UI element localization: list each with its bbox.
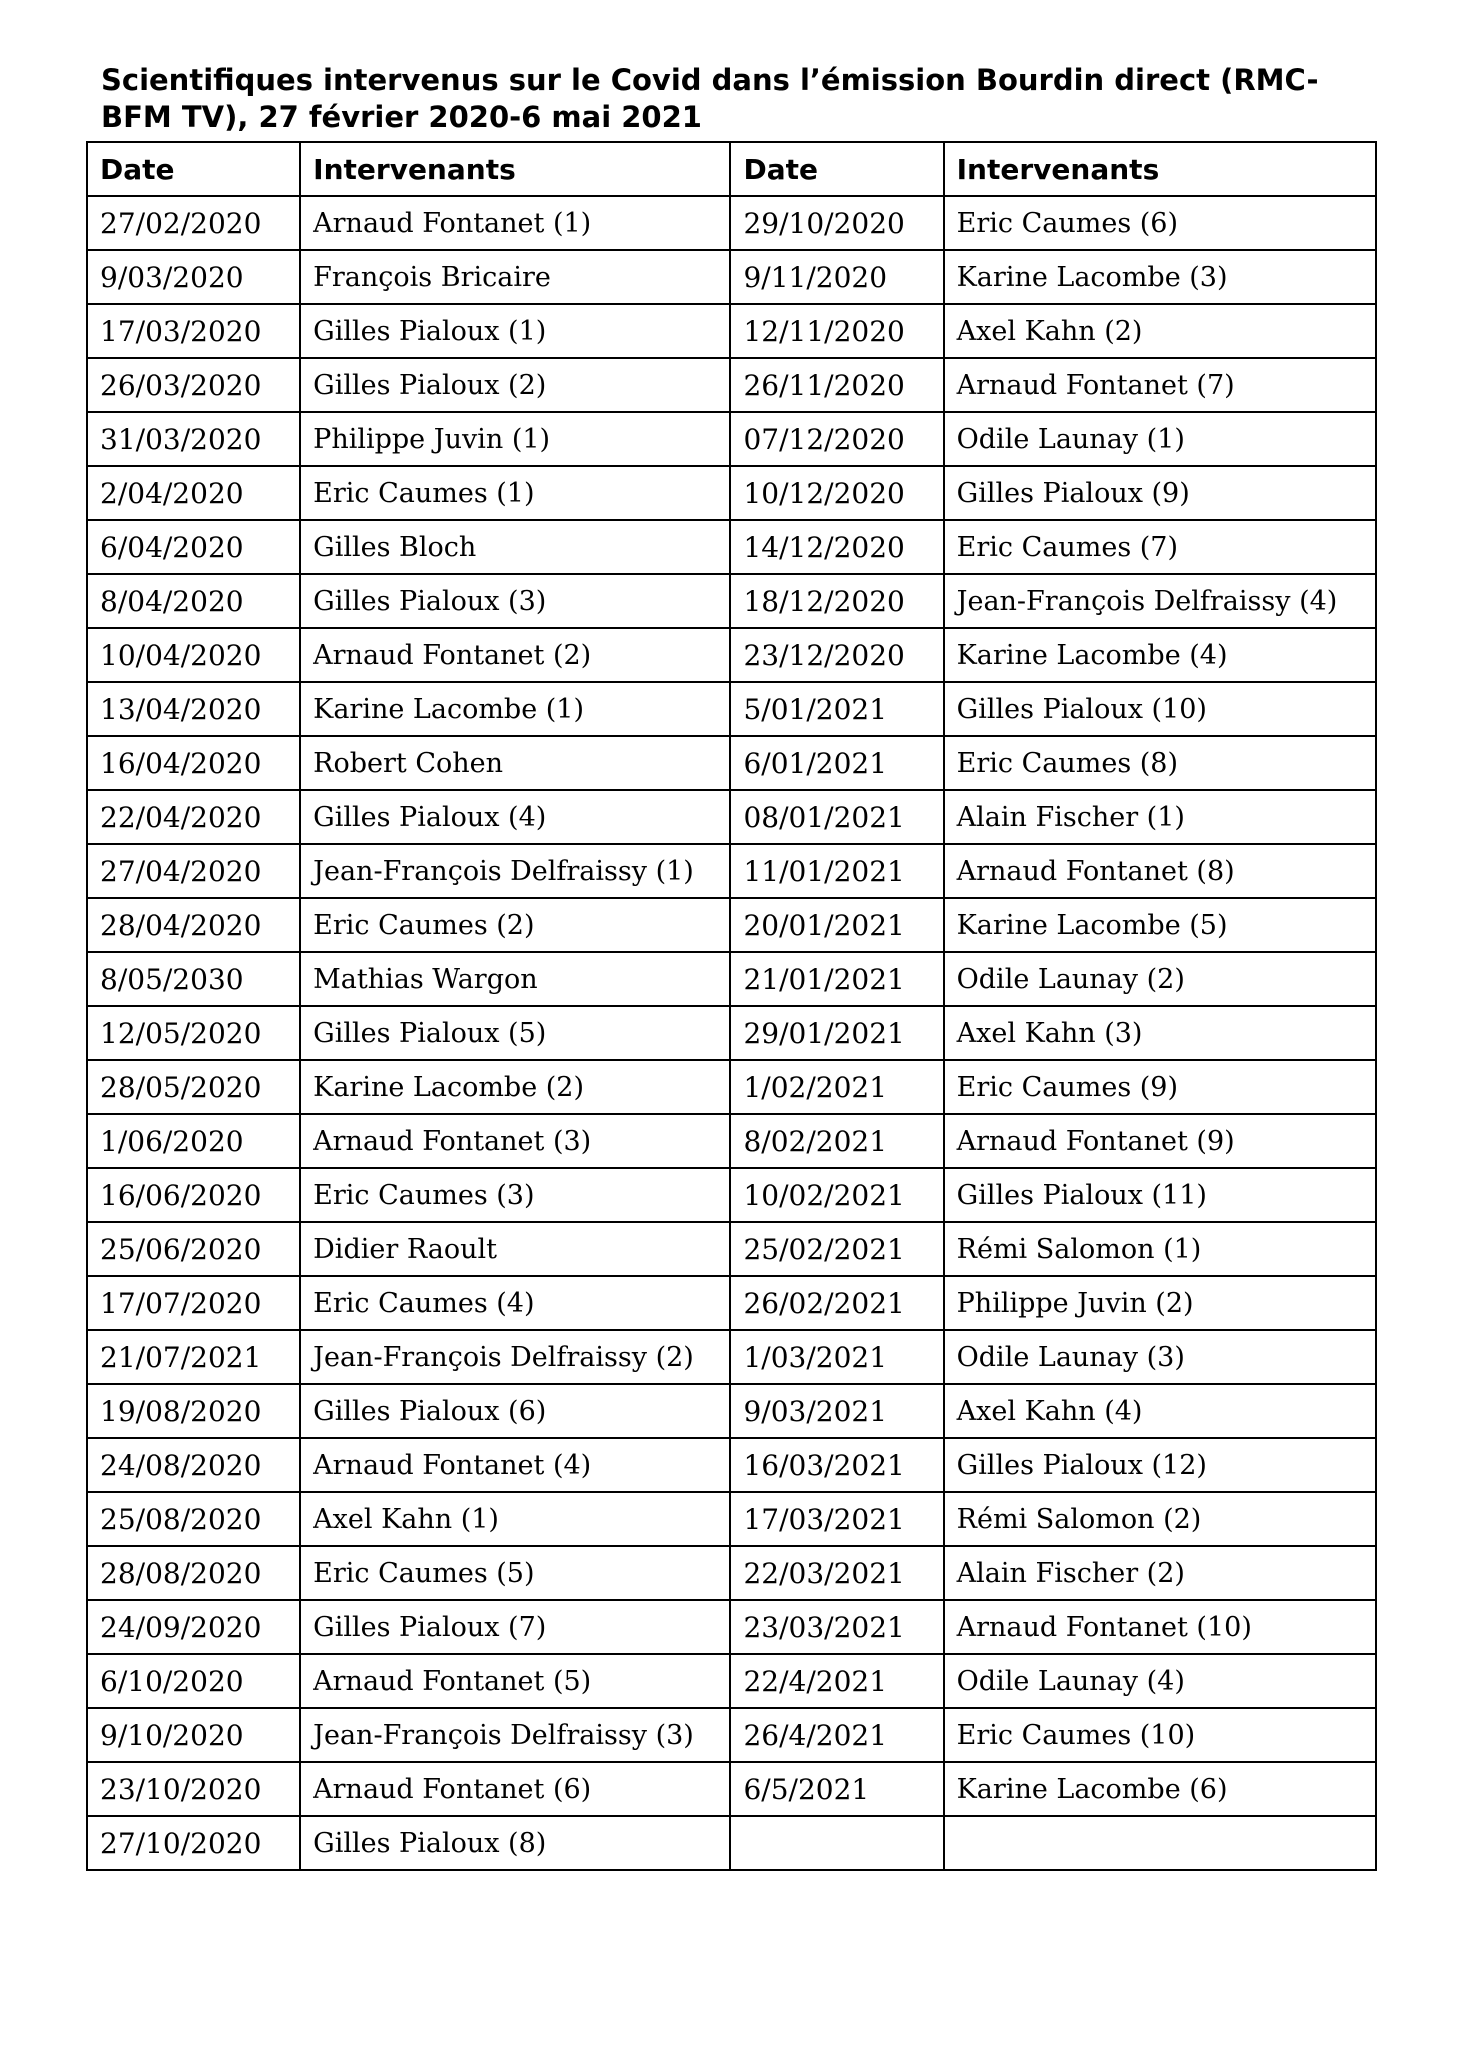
cell-speaker-right: Philippe Juvin (2) <box>944 1276 1376 1330</box>
cell-date-right: 6/01/2021 <box>730 736 943 790</box>
cell-date-left: 16/06/2020 <box>87 1168 300 1222</box>
cell-speaker-left: François Bricaire <box>300 250 730 304</box>
cell-speaker-right: Karine Lacombe (6) <box>944 1762 1376 1816</box>
cell-speaker-right: Arnaud Fontanet (8) <box>944 844 1376 898</box>
cell-date-left: 24/09/2020 <box>87 1600 300 1654</box>
table-row <box>87 1546 1376 1600</box>
cell-speaker-right <box>944 1816 1376 1870</box>
cell-date-right: 23/03/2021 <box>730 1600 943 1654</box>
cell-speaker-left: Karine Lacombe (1) <box>300 682 730 736</box>
table-row <box>87 1654 1376 1708</box>
cell-speaker-left: Jean-François Delfraissy (1) <box>300 844 730 898</box>
cell-date-left: 13/04/2020 <box>87 682 300 736</box>
cell-speaker-right: Eric Caumes (8) <box>944 736 1376 790</box>
cell-date-left: 27/10/2020 <box>87 1816 300 1870</box>
cell-date-left: 23/10/2020 <box>87 1762 300 1816</box>
cell-speaker-right: Axel Kahn (4) <box>944 1384 1376 1438</box>
table-row <box>87 466 1376 520</box>
cell-speaker-right: Karine Lacombe (5) <box>944 898 1376 952</box>
column-header-date-right: Date <box>730 142 943 196</box>
table-row <box>87 412 1376 466</box>
table-row <box>87 682 1376 736</box>
cell-date-left: 10/04/2020 <box>87 628 300 682</box>
cell-speaker-left: Philippe Juvin (1) <box>300 412 730 466</box>
cell-speaker-right: Odile Launay (4) <box>944 1654 1376 1708</box>
cell-date-left: 25/08/2020 <box>87 1492 300 1546</box>
cell-speaker-left: Eric Caumes (3) <box>300 1168 730 1222</box>
cell-speaker-left: Arnaud Fontanet (2) <box>300 628 730 682</box>
cell-date-left: 19/08/2020 <box>87 1384 300 1438</box>
cell-speaker-right: Rémi Salomon (1) <box>944 1222 1376 1276</box>
cell-date-right: 10/12/2020 <box>730 466 943 520</box>
cell-speaker-right: Arnaud Fontanet (9) <box>944 1114 1376 1168</box>
cell-speaker-left: Gilles Bloch <box>300 520 730 574</box>
cell-speaker-left: Gilles Pialoux (1) <box>300 304 730 358</box>
cell-date-right: 1/03/2021 <box>730 1330 943 1384</box>
cell-speaker-right: Jean-François Delfraissy (4) <box>944 574 1376 628</box>
cell-date-left: 17/03/2020 <box>87 304 300 358</box>
table-row <box>87 1600 1376 1654</box>
cell-date-right: 9/03/2021 <box>730 1384 943 1438</box>
cell-date-right: 07/12/2020 <box>730 412 943 466</box>
cell-speaker-left: Robert Cohen <box>300 736 730 790</box>
cell-date-left: 28/08/2020 <box>87 1546 300 1600</box>
cell-date-right <box>730 1816 943 1870</box>
table-row <box>87 1276 1376 1330</box>
table-row <box>87 196 1376 250</box>
cell-speaker-left: Arnaud Fontanet (5) <box>300 1654 730 1708</box>
cell-date-left: 12/05/2020 <box>87 1006 300 1060</box>
cell-date-right: 1/02/2021 <box>730 1060 943 1114</box>
cell-date-right: 08/01/2021 <box>730 790 943 844</box>
cell-speaker-right: Alain Fischer (1) <box>944 790 1376 844</box>
table-body <box>87 196 1376 1870</box>
cell-speaker-left: Arnaud Fontanet (3) <box>300 1114 730 1168</box>
table-row <box>87 250 1376 304</box>
column-header-speakers-left: Intervenants <box>300 142 730 196</box>
cell-date-left: 6/10/2020 <box>87 1654 300 1708</box>
cell-date-right: 26/02/2021 <box>730 1276 943 1330</box>
cell-speaker-right: Rémi Salomon (2) <box>944 1492 1376 1546</box>
cell-speaker-left: Gilles Pialoux (7) <box>300 1600 730 1654</box>
column-header-date-left: Date <box>87 142 300 196</box>
table-row <box>87 574 1376 628</box>
cell-speaker-left: Eric Caumes (4) <box>300 1276 730 1330</box>
cell-date-left: 22/04/2020 <box>87 790 300 844</box>
cell-date-right: 23/12/2020 <box>730 628 943 682</box>
table-row <box>87 1438 1376 1492</box>
column-header-speakers-right: Intervenants <box>944 142 1376 196</box>
table-header-row <box>87 142 1376 196</box>
cell-date-left: 9/03/2020 <box>87 250 300 304</box>
table-row <box>87 1222 1376 1276</box>
cell-speaker-left: Karine Lacombe (2) <box>300 1060 730 1114</box>
document-title: Scientifiques intervenus sur le Covid dans l’émission Bourdin direct (RMC-BFM TV), 27 février 2020-6 mai 2021 <box>101 63 1319 134</box>
cell-speaker-right: Gilles Pialoux (12) <box>944 1438 1376 1492</box>
cell-speaker-left: Jean-François Delfraissy (3) <box>300 1708 730 1762</box>
cell-date-right: 25/02/2021 <box>730 1222 943 1276</box>
cell-date-right: 29/10/2020 <box>730 196 943 250</box>
cell-date-right: 22/03/2021 <box>730 1546 943 1600</box>
table-row <box>87 844 1376 898</box>
cell-speaker-left: Eric Caumes (2) <box>300 898 730 952</box>
cell-date-left: 27/02/2020 <box>87 196 300 250</box>
cell-speaker-left: Gilles Pialoux (8) <box>300 1816 730 1870</box>
table-row <box>87 1168 1376 1222</box>
cell-speaker-right: Odile Launay (2) <box>944 952 1376 1006</box>
table-row <box>87 1708 1376 1762</box>
cell-speaker-right: Gilles Pialoux (11) <box>944 1168 1376 1222</box>
table-row <box>87 1006 1376 1060</box>
cell-speaker-left: Gilles Pialoux (6) <box>300 1384 730 1438</box>
cell-date-right: 5/01/2021 <box>730 682 943 736</box>
cell-speaker-left: Gilles Pialoux (2) <box>300 358 730 412</box>
cell-date-left: 6/04/2020 <box>87 520 300 574</box>
cell-speaker-right: Alain Fischer (2) <box>944 1546 1376 1600</box>
cell-date-left: 1/06/2020 <box>87 1114 300 1168</box>
table-row <box>87 1060 1376 1114</box>
table-row <box>87 1384 1376 1438</box>
table-row <box>87 520 1376 574</box>
cell-date-right: 12/11/2020 <box>730 304 943 358</box>
cell-date-right: 17/03/2021 <box>730 1492 943 1546</box>
cell-speaker-left: Jean-François Delfraissy (2) <box>300 1330 730 1384</box>
cell-speaker-right: Axel Kahn (3) <box>944 1006 1376 1060</box>
cell-speaker-right: Odile Launay (3) <box>944 1330 1376 1384</box>
cell-date-right: 9/11/2020 <box>730 250 943 304</box>
cell-speaker-right: Eric Caumes (7) <box>944 520 1376 574</box>
cell-date-left: 25/06/2020 <box>87 1222 300 1276</box>
cell-date-right: 14/12/2020 <box>730 520 943 574</box>
cell-date-left: 8/04/2020 <box>87 574 300 628</box>
table-row <box>87 1492 1376 1546</box>
cell-speaker-right: Axel Kahn (2) <box>944 304 1376 358</box>
table-row <box>87 1762 1376 1816</box>
cell-speaker-left: Gilles Pialoux (5) <box>300 1006 730 1060</box>
cell-date-right: 11/01/2021 <box>730 844 943 898</box>
cell-date-left: 24/08/2020 <box>87 1438 300 1492</box>
cell-date-left: 9/10/2020 <box>87 1708 300 1762</box>
table-row <box>87 628 1376 682</box>
table-row <box>87 898 1376 952</box>
cell-date-left: 17/07/2020 <box>87 1276 300 1330</box>
cell-date-right: 29/01/2021 <box>730 1006 943 1060</box>
table-row <box>87 1114 1376 1168</box>
cell-date-right: 20/01/2021 <box>730 898 943 952</box>
cell-date-right: 18/12/2020 <box>730 574 943 628</box>
table-row <box>87 952 1376 1006</box>
cell-speaker-right: Arnaud Fontanet (10) <box>944 1600 1376 1654</box>
cell-speaker-right: Karine Lacombe (3) <box>944 250 1376 304</box>
cell-speaker-right: Eric Caumes (6) <box>944 196 1376 250</box>
cell-speaker-left: Gilles Pialoux (3) <box>300 574 730 628</box>
cell-speaker-left: Arnaud Fontanet (6) <box>300 1762 730 1816</box>
cell-speaker-right: Arnaud Fontanet (7) <box>944 358 1376 412</box>
cell-date-right: 26/4/2021 <box>730 1708 943 1762</box>
table-row <box>87 790 1376 844</box>
appearances-table <box>86 141 1377 1871</box>
cell-speaker-right: Odile Launay (1) <box>944 412 1376 466</box>
cell-speaker-left: Gilles Pialoux (4) <box>300 790 730 844</box>
cell-speaker-left: Eric Caumes (5) <box>300 1546 730 1600</box>
cell-speaker-right: Gilles Pialoux (10) <box>944 682 1376 736</box>
cell-date-right: 10/02/2021 <box>730 1168 943 1222</box>
table-row <box>87 1816 1376 1870</box>
cell-date-left: 31/03/2020 <box>87 412 300 466</box>
cell-date-right: 22/4/2021 <box>730 1654 943 1708</box>
cell-date-left: 28/04/2020 <box>87 898 300 952</box>
table-row <box>87 736 1376 790</box>
cell-speaker-right: Karine Lacombe (4) <box>944 628 1376 682</box>
cell-date-right: 21/01/2021 <box>730 952 943 1006</box>
cell-date-right: 26/11/2020 <box>730 358 943 412</box>
table-row <box>87 304 1376 358</box>
cell-date-right: 6/5/2021 <box>730 1762 943 1816</box>
cell-speaker-right: Eric Caumes (10) <box>944 1708 1376 1762</box>
cell-date-left: 28/05/2020 <box>87 1060 300 1114</box>
cell-date-left: 27/04/2020 <box>87 844 300 898</box>
cell-date-left: 16/04/2020 <box>87 736 300 790</box>
cell-date-left: 26/03/2020 <box>87 358 300 412</box>
cell-date-right: 8/02/2021 <box>730 1114 943 1168</box>
table-row <box>87 358 1376 412</box>
table-row <box>87 1330 1376 1384</box>
cell-speaker-right: Gilles Pialoux (9) <box>944 466 1376 520</box>
cell-speaker-left: Arnaud Fontanet (1) <box>300 196 730 250</box>
cell-speaker-left: Axel Kahn (1) <box>300 1492 730 1546</box>
cell-speaker-left: Didier Raoult <box>300 1222 730 1276</box>
cell-speaker-left: Eric Caumes (1) <box>300 466 730 520</box>
cell-date-left: 21/07/2021 <box>87 1330 300 1384</box>
cell-date-left: 8/05/2030 <box>87 952 300 1006</box>
cell-speaker-right: Eric Caumes (9) <box>944 1060 1376 1114</box>
cell-date-left: 2/04/2020 <box>87 466 300 520</box>
cell-speaker-left: Arnaud Fontanet (4) <box>300 1438 730 1492</box>
cell-speaker-left: Mathias Wargon <box>300 952 730 1006</box>
cell-date-right: 16/03/2021 <box>730 1438 943 1492</box>
